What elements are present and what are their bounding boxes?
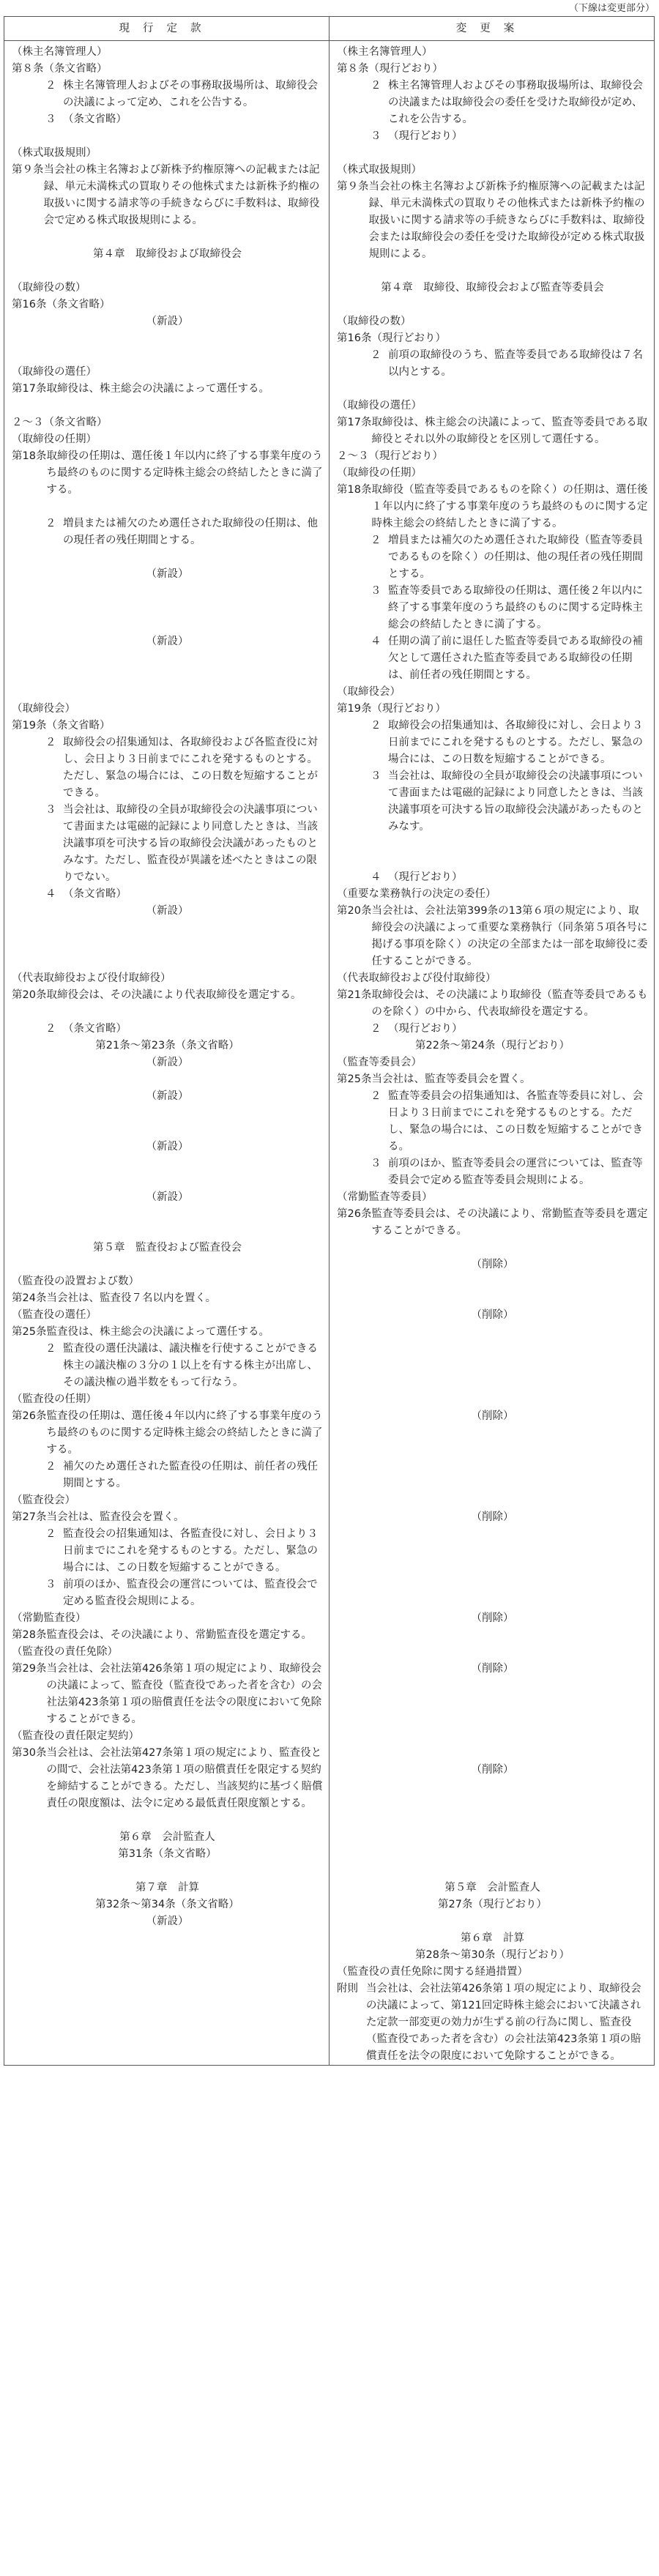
centered-heading: （新設） bbox=[146, 316, 189, 327]
clause-item bbox=[337, 633, 648, 684]
spacer bbox=[337, 1678, 648, 1694]
article-number: 第29条 bbox=[12, 1663, 47, 1675]
centered-heading: 第31条（条文省略） bbox=[118, 1848, 217, 1860]
article-item bbox=[12, 448, 323, 499]
article-number: ３ bbox=[371, 130, 381, 142]
article-number: ２ bbox=[371, 720, 381, 732]
article-number: 第８条 bbox=[12, 63, 44, 75]
spacer bbox=[337, 381, 648, 398]
spacer bbox=[12, 600, 323, 617]
article-text: （条文省略） bbox=[46, 720, 111, 732]
article-caption: （取締役の任期） bbox=[337, 467, 422, 479]
spacer bbox=[12, 1206, 323, 1223]
article-item bbox=[12, 1627, 323, 1644]
article-number: 第９条 bbox=[337, 181, 369, 193]
centered-heading: （新設） bbox=[146, 1057, 189, 1068]
spacer bbox=[337, 1644, 648, 1661]
article-number: 第30条 bbox=[12, 1747, 47, 1759]
article-caption: （株主名簿管理人） bbox=[12, 46, 108, 58]
article-item bbox=[337, 414, 648, 448]
centered-heading: （削除） bbox=[471, 1309, 514, 1321]
article-number: ３ bbox=[45, 113, 56, 125]
spacer bbox=[12, 684, 323, 701]
article-number: ２ bbox=[45, 518, 56, 529]
spacer bbox=[12, 229, 323, 246]
spacer bbox=[337, 1812, 648, 1829]
article-number: ３ bbox=[45, 1579, 56, 1590]
article-number: ２ bbox=[45, 1528, 56, 1540]
spacer bbox=[12, 347, 323, 364]
spacer bbox=[337, 1526, 648, 1543]
article-text: 株主名簿管理人およびその事務取扱場所は、取締役会の決議によって定め、これを公告する。 bbox=[63, 80, 318, 108]
article-text: 前項のほか、監査役会の運営については、監査役会で定める監査役会規則による。 bbox=[63, 1579, 318, 1607]
article-item bbox=[337, 482, 648, 532]
article-caption: （取締役の数） bbox=[337, 316, 412, 327]
article-text: （条文省略） bbox=[63, 1023, 127, 1035]
article-number: 第16条 bbox=[337, 332, 372, 344]
clause-item bbox=[12, 1526, 323, 1577]
centered-heading: 第27条（現行どおり） bbox=[438, 1899, 547, 1910]
spacer bbox=[337, 1492, 648, 1509]
centered-heading: （新設） bbox=[146, 1090, 189, 1102]
article-item bbox=[12, 987, 323, 1004]
article-caption: （取締役会） bbox=[12, 703, 75, 715]
article-text: 監査役の選任決議は、議決権を行使することができる株主の議決権の３分の１以上を有する株主が出席し、その議決権の過半数をもって行なう。 bbox=[63, 1343, 318, 1388]
spacer bbox=[337, 1829, 648, 1846]
centered-heading: （削除） bbox=[471, 1259, 514, 1270]
article-text: 前項の取締役のうち、監査等委員である取締役は７名以内とする。 bbox=[388, 349, 643, 378]
article-number: 第18条 bbox=[12, 450, 47, 462]
article-text: 取締役会は、その決議により代表取締役を選定する。 bbox=[46, 989, 302, 1001]
article-number: ３ bbox=[371, 770, 381, 782]
article-text: 取締役（監査等委員であるものを除く）の任期は、選任後１年以内に終了する事業年度のうち最終のものに関する定時株主総会の終結したときに満了する。 bbox=[371, 484, 648, 529]
article-text: 監査役の任期は、選任後４年以内に終了する事業年度のうち最終のものに関する定時株主総会の終結したときに満了する。 bbox=[46, 1410, 323, 1456]
article-text: 当会社は、取締役の全員が取締役会の決議事項について書面または電磁的記録により同意したときは、当該決議事項を可決する旨の取締役会決議があったものとみなす。 bbox=[388, 770, 643, 833]
spacer bbox=[12, 1155, 323, 1172]
article-item bbox=[12, 162, 323, 229]
article-number: 第21条 bbox=[337, 989, 372, 1001]
article-item bbox=[337, 61, 648, 78]
article-item bbox=[12, 1745, 323, 1812]
clause-item bbox=[337, 347, 648, 381]
article-item bbox=[12, 1509, 323, 1526]
spacer bbox=[12, 1105, 323, 1122]
article-caption: （取締役の選任） bbox=[337, 400, 422, 412]
spacer bbox=[337, 1795, 648, 1812]
article-text: 増員または補欠のため選任された取締役の任期は、他の現任者の残任期間とする。 bbox=[63, 518, 318, 546]
centered-heading: （新設） bbox=[146, 1141, 189, 1153]
spacer bbox=[337, 1593, 648, 1610]
spacer bbox=[337, 1728, 648, 1745]
clause-item bbox=[12, 1021, 323, 1038]
spacer bbox=[12, 667, 323, 684]
article-caption: ２～３（現行どおり） bbox=[337, 450, 443, 462]
article-number: ４ bbox=[371, 871, 381, 883]
article-text: 当会社の株主名簿および新株予約権原簿への記載または記録、単元未満株式の買取りその他株式または新株予約権の取扱いに関する請求等の手続きならびに手数料は、取締役会で定める株式取扱規則による。 bbox=[43, 164, 320, 226]
article-number: 附則 bbox=[337, 1983, 358, 1995]
spacer bbox=[12, 1863, 323, 1880]
header-current: 現行定款 bbox=[4, 17, 330, 41]
spacer bbox=[337, 297, 648, 313]
article-text: 当会社は、会社法第427条第１項の規定により、監査役との間で、会社法第423条第１項の賠償責任を限定する契約を締結することができる。ただし、当該契約に基づく賠償責任の限度額は、法令に定める最低責任限度額とする。 bbox=[46, 1747, 323, 1809]
spacer bbox=[337, 1711, 648, 1728]
centered-heading: 第７章 計算 bbox=[135, 1882, 199, 1894]
spacer bbox=[12, 263, 323, 280]
article-text: 増員または補欠のため選任された取締役（監査等委員であるものを除く）の任期は、他の現任者の残任期間とする。 bbox=[388, 535, 643, 580]
spacer bbox=[337, 1425, 648, 1442]
clause-item bbox=[337, 78, 648, 128]
article-number: ２ bbox=[371, 80, 381, 92]
article-number: ２ bbox=[371, 1090, 381, 1102]
article-number: 第19条 bbox=[337, 703, 372, 715]
article-number: ４ bbox=[45, 888, 56, 900]
spacer bbox=[337, 1459, 648, 1475]
spacer bbox=[12, 1812, 323, 1829]
article-text: 当会社は、監査役７名以内を置く。 bbox=[46, 1292, 217, 1304]
clause-item bbox=[337, 869, 648, 886]
spacer bbox=[337, 1846, 648, 1863]
article-caption: （監査役の任期） bbox=[12, 1393, 97, 1405]
spacer bbox=[337, 263, 648, 280]
article-caption: （監査役の選任） bbox=[12, 1309, 97, 1321]
article-item bbox=[12, 718, 323, 734]
clause-item bbox=[337, 532, 648, 583]
clause-item bbox=[12, 1459, 323, 1492]
article-text: 補欠のため選任された監査役の任期は、前任者の残任期間とする。 bbox=[63, 1461, 318, 1489]
article-item bbox=[12, 1661, 323, 1728]
clause-item bbox=[12, 78, 323, 111]
centered-heading: 第21条～第23条（条文省略） bbox=[95, 1040, 239, 1051]
spacer bbox=[337, 1273, 648, 1290]
article-number: 第26条 bbox=[337, 1208, 372, 1220]
centered-heading: 第28条～第30条（現行どおり） bbox=[415, 1949, 570, 1961]
spacer bbox=[337, 1290, 648, 1307]
centered-heading: （削除） bbox=[471, 1663, 514, 1675]
article-number: ２ bbox=[45, 737, 56, 748]
article-text: 当会社は、会社法第426条第１項の規定により、取締役会の決議によって、監査役（監査役であった者を含む）の会社法第423条第１項の賠償責任を法令の限度において免除することができる。 bbox=[46, 1663, 323, 1725]
article-text: 当会社は、会社法第426条第１項の規定により、取締役会の決議によって、第121回定時株主総会において決議された定款一部変更の効力が生ずる前の行為に関し、監査役（監査役であった者を含む）の会社法第423条第１項の賠償責任を法令の限度において免除することができる。 bbox=[366, 1983, 641, 2062]
legend-note: （下線は変更部分） bbox=[568, 3, 655, 14]
clause-item bbox=[337, 718, 648, 768]
centered-heading: （削除） bbox=[471, 1612, 514, 1624]
spacer bbox=[337, 1358, 648, 1374]
clause-item bbox=[12, 1577, 323, 1610]
article-number: 第19条 bbox=[12, 720, 47, 732]
spacer bbox=[337, 1240, 648, 1257]
centered-heading: （削除） bbox=[471, 1410, 514, 1422]
spacer bbox=[337, 1442, 648, 1459]
article-caption: ２～３（条文省略） bbox=[12, 417, 108, 428]
article-item bbox=[337, 330, 648, 347]
article-text: 当会社は、取締役の全員が取締役会の決議事項について書面または電磁的記録により同意したときは、当該決議事項を可決する旨の取締役会決議があったものとみなす。ただし、監査役が異議を述べたときはこの限りでない。 bbox=[63, 804, 318, 883]
spacer bbox=[12, 953, 323, 970]
spacer bbox=[12, 398, 323, 414]
spacer bbox=[12, 1122, 323, 1139]
article-caption: （株式取扱規則） bbox=[12, 147, 97, 159]
article-caption: （監査等委員会） bbox=[337, 1057, 422, 1068]
spacer bbox=[337, 1745, 648, 1762]
spacer bbox=[337, 1913, 648, 1930]
article-number: 第20条 bbox=[12, 989, 47, 1001]
spacer bbox=[12, 549, 323, 566]
article-number: 第24条 bbox=[12, 1292, 47, 1304]
spacer bbox=[337, 1341, 648, 1358]
article-item bbox=[12, 1408, 323, 1459]
article-text: 監査等委員会は、その決議により、常勤監査等委員を選定することができる。 bbox=[371, 1208, 648, 1237]
clause-item bbox=[12, 886, 323, 903]
article-item bbox=[12, 1290, 323, 1307]
article-text: （現行どおり） bbox=[388, 130, 463, 142]
article-number: 第25条 bbox=[337, 1073, 372, 1085]
article-caption: （重要な業務執行の決定の委任） bbox=[337, 888, 496, 900]
article-caption: （常勤監査等委員） bbox=[337, 1191, 433, 1203]
spacer bbox=[12, 1172, 323, 1189]
article-number: 第20条 bbox=[337, 905, 372, 917]
centered-heading: 第５章 会計監査人 bbox=[444, 1882, 540, 1894]
spacer bbox=[12, 1257, 323, 1273]
article-item bbox=[337, 1206, 648, 1240]
centered-heading: 第６章 会計監査人 bbox=[119, 1831, 215, 1843]
spacer bbox=[337, 1779, 648, 1795]
spacer bbox=[12, 650, 323, 667]
centered-heading: 第32条～第34条（条文省略） bbox=[95, 1899, 239, 1910]
centered-heading: 第４章 取締役および取締役会 bbox=[93, 248, 242, 260]
clause-item bbox=[12, 515, 323, 549]
centered-heading: 第５章 監査役および監査役会 bbox=[93, 1242, 242, 1254]
article-item bbox=[337, 1981, 648, 2065]
article-item bbox=[337, 701, 648, 718]
article-item bbox=[12, 381, 323, 398]
article-caption: （取締役の数） bbox=[12, 282, 86, 294]
spacer bbox=[12, 937, 323, 953]
article-caption: （常勤監査役） bbox=[12, 1612, 86, 1624]
spacer bbox=[337, 1543, 648, 1560]
clause-item bbox=[12, 111, 323, 128]
article-text: 当会社は、会社法第399条の13第６項の規定により、取締役会の決議によって重要な業務執行（同条第５項各号に掲げる事項を除く）の決定の全部または一部を取締役に委任することができる。 bbox=[371, 905, 648, 967]
clause-item bbox=[337, 128, 648, 145]
clause-item bbox=[337, 583, 648, 633]
proposed-articles-column bbox=[330, 41, 655, 2066]
article-caption: （代表取締役および役付取締役） bbox=[337, 972, 496, 984]
article-number: ２ bbox=[371, 349, 381, 361]
article-text: （条文省略） bbox=[63, 888, 127, 900]
clause-item bbox=[337, 1088, 648, 1155]
article-item bbox=[337, 903, 648, 970]
spacer bbox=[12, 1004, 323, 1021]
article-number: ２ bbox=[45, 1461, 56, 1473]
article-text: （現行どおり） bbox=[371, 332, 446, 344]
article-text: 株主名簿管理人およびその事務取扱場所は、取締役会の決議または取締役会の委任を受けた取締役が定め、これを公告する。 bbox=[388, 80, 643, 125]
article-number: 第16条 bbox=[12, 299, 47, 310]
spacer bbox=[12, 128, 323, 145]
spacer bbox=[337, 1694, 648, 1711]
article-text: 取締役は、株主総会の決議によって、監査等委員である取締役とそれ以外の取締役とを区別して選任する。 bbox=[371, 417, 648, 445]
article-number: 第17条 bbox=[12, 383, 47, 395]
article-caption: （監査役の責任免除に関する経過措置） bbox=[337, 1966, 528, 1978]
article-text: 取締役会は、その決議により取締役（監査等委員であるものを除く）の中から、代表取締役を選定する。 bbox=[371, 989, 648, 1018]
header-proposed: 変更案 bbox=[330, 17, 655, 41]
article-item bbox=[337, 1071, 648, 1088]
centered-heading: 第４章 取締役、取締役会および監査等委員会 bbox=[381, 282, 604, 294]
article-number: 第25条 bbox=[12, 1326, 47, 1338]
clause-item bbox=[337, 1021, 648, 1038]
centered-heading: （削除） bbox=[471, 1764, 514, 1776]
centered-heading: 第６章 計算 bbox=[461, 1932, 524, 1944]
article-text: 取締役会の招集通知は、各取締役および各監査役に対し、会日より３日前までにこれを発するものとする。ただし、緊急の場合には、この日数を短縮することができる。 bbox=[63, 737, 318, 799]
article-caption: （取締役会） bbox=[337, 686, 401, 698]
spacer bbox=[337, 1374, 648, 1391]
spacer bbox=[337, 145, 648, 162]
article-number: ３ bbox=[45, 804, 56, 816]
article-text: （現行どおり） bbox=[388, 871, 463, 883]
article-number: ３ bbox=[371, 585, 381, 597]
article-number: ３ bbox=[371, 1158, 381, 1169]
article-number: 第26条 bbox=[12, 1410, 47, 1422]
clause-item bbox=[12, 734, 323, 802]
article-text: （条文省略） bbox=[43, 63, 108, 75]
spacer bbox=[12, 330, 323, 347]
article-item bbox=[337, 179, 648, 263]
article-number: ２ bbox=[371, 1023, 381, 1035]
article-text: 任期の満了前に退任した監査等委員である取締役の補欠として選任された監査等委員である取締役の任期は、前任者の残任期間とする。 bbox=[388, 636, 643, 681]
clause-item bbox=[12, 802, 323, 886]
article-number: ２ bbox=[45, 1023, 56, 1035]
article-caption: （監査役の責任限定契約） bbox=[12, 1730, 139, 1742]
article-item bbox=[337, 987, 648, 1021]
article-caption: （取締役の任期） bbox=[12, 433, 97, 445]
centered-heading: （新設） bbox=[146, 905, 189, 917]
article-number: 第28条 bbox=[12, 1629, 47, 1641]
spacer bbox=[12, 583, 323, 600]
article-text: （条文省略） bbox=[46, 299, 111, 310]
spacer bbox=[12, 920, 323, 937]
article-number: 第17条 bbox=[337, 417, 372, 428]
article-item bbox=[12, 1324, 323, 1341]
article-caption: （取締役の選任） bbox=[12, 366, 97, 378]
spacer bbox=[12, 617, 323, 633]
centered-heading: （新設） bbox=[146, 568, 189, 580]
spacer bbox=[337, 1324, 648, 1341]
clause-item bbox=[12, 1341, 323, 1391]
article-text: （条文省略） bbox=[63, 113, 127, 125]
clause-item bbox=[337, 1155, 648, 1189]
article-number: ４ bbox=[371, 636, 381, 647]
spacer bbox=[337, 1391, 648, 1408]
spacer bbox=[12, 499, 323, 515]
article-text: 監査等委員会の招集通知は、各監査等委員に対し、会日より３日前までにこれを発するものとする。ただし、緊急の場合には、この日数を短縮することができる。 bbox=[388, 1090, 643, 1153]
article-number: 第27条 bbox=[12, 1511, 47, 1523]
current-articles-column bbox=[4, 41, 330, 2066]
spacer bbox=[337, 835, 648, 852]
centered-heading: 第22条～第24条（現行どおり） bbox=[415, 1040, 570, 1051]
article-text: 監査等委員である取締役の任期は、選任後２年以内に終了する事業年度のうち最終のものに関する定時株主総会の終結したときに満了する。 bbox=[388, 585, 643, 630]
article-number: ２ bbox=[45, 80, 56, 92]
article-number: 第18条 bbox=[337, 484, 372, 496]
article-text: 取締役の任期は、選任後１年以内に終了する事業年度のうち最終のものに関する定時株主総会の終結したときに満了する。 bbox=[46, 450, 323, 496]
article-text: （現行どおり） bbox=[371, 703, 446, 715]
article-text: 監査役会は、その決議により、常勤監査役を選定する。 bbox=[46, 1629, 312, 1641]
article-number: ２ bbox=[45, 1343, 56, 1355]
comparison-table bbox=[4, 16, 655, 2066]
spacer bbox=[337, 1475, 648, 1492]
centered-heading: （新設） bbox=[146, 636, 189, 647]
spacer bbox=[337, 1627, 648, 1644]
spacer bbox=[337, 1577, 648, 1593]
spacer bbox=[12, 1223, 323, 1240]
article-text: （現行どおり） bbox=[368, 63, 443, 75]
article-item bbox=[12, 61, 323, 78]
article-number: 第９条 bbox=[12, 164, 44, 176]
article-text: 当会社は、監査役会を置く。 bbox=[46, 1511, 185, 1523]
article-number: 第８条 bbox=[337, 63, 369, 75]
article-caption: （代表取締役および役付取締役） bbox=[12, 972, 171, 984]
article-text: 監査役会の招集通知は、各監査役に対し、会日より３日前までにこれを発するものとする。ただし、緊急の場合には、この日数を短縮することができる。 bbox=[63, 1528, 318, 1574]
article-caption: （監査役の設置および数） bbox=[12, 1276, 139, 1287]
article-text: （現行どおり） bbox=[388, 1023, 463, 1035]
article-caption: （監査役会） bbox=[12, 1494, 75, 1506]
article-caption: （株主名簿管理人） bbox=[337, 46, 433, 58]
article-item bbox=[12, 297, 323, 313]
spacer bbox=[337, 852, 648, 869]
article-text: 取締役会の招集通知は、各取締役に対し、会日より３日前までにこれを発するものとする。ただし、緊急の場合には、この日数を短縮することができる。 bbox=[388, 720, 643, 765]
centered-heading: （削除） bbox=[471, 1511, 514, 1523]
article-number: ２ bbox=[371, 535, 381, 546]
clause-item bbox=[337, 768, 648, 835]
article-text: 監査役は、株主総会の決議によって選任する。 bbox=[46, 1326, 269, 1338]
article-text: 前項のほか、監査等委員会の運営については、監査等委員会で定める監査等委員会規則による。 bbox=[388, 1158, 643, 1186]
spacer bbox=[12, 1071, 323, 1088]
centered-heading: （新設） bbox=[146, 1191, 189, 1203]
spacer bbox=[337, 1560, 648, 1577]
article-text: 取締役は、株主総会の決議によって選任する。 bbox=[46, 383, 269, 395]
article-text: 当会社は、監査等委員会を置く。 bbox=[371, 1073, 531, 1085]
spacer bbox=[337, 1863, 648, 1880]
article-caption: （株式取扱規則） bbox=[337, 164, 422, 176]
article-caption: （監査役の責任免除） bbox=[12, 1646, 118, 1658]
article-text: 当会社の株主名簿および新株予約権原簿への記載または記録、単元未満株式の買取りその他株式または新株予約権の取扱いに関する請求等の手続きならびに手数料は、取締役会または取締役会の委任を受けた取締役が定める株式取扱規則による。 bbox=[368, 181, 645, 260]
centered-heading: （新設） bbox=[146, 1916, 189, 1927]
